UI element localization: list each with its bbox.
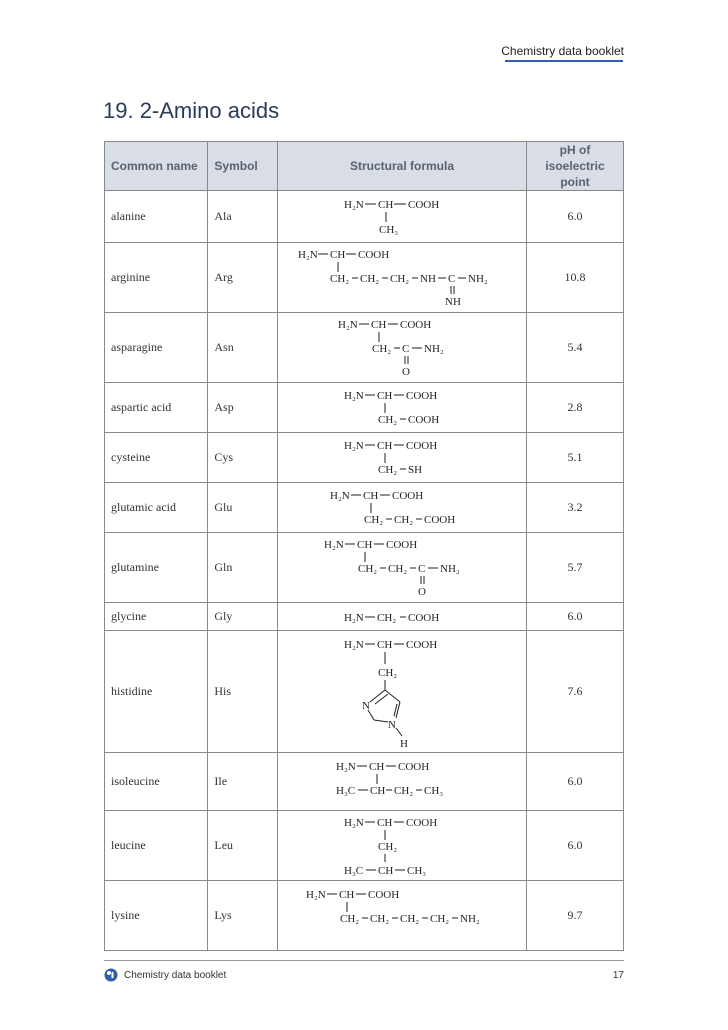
svg-text:CH: CH xyxy=(377,439,393,452)
svg-text:COOH: COOH xyxy=(408,198,440,211)
amino-acid-symbol: Ile xyxy=(208,753,278,811)
svg-text:COOH: COOH xyxy=(386,538,418,551)
amino-acid-symbol: Arg xyxy=(208,243,278,313)
histidine-structure xyxy=(284,632,520,752)
amino-acid-symbol: Cys xyxy=(208,433,278,483)
structural-formula-histidine xyxy=(278,631,527,753)
lysine-structure xyxy=(284,882,520,950)
svg-text:CH₂: CH₂ xyxy=(394,513,414,526)
amino-acid-symbol: Ala xyxy=(208,191,278,243)
svg-text:COOH: COOH xyxy=(408,413,440,426)
svg-text:CH: CH xyxy=(378,864,394,877)
isoelectric-ph: 5.1 xyxy=(527,433,624,483)
isoelectric-ph: 6.0 xyxy=(527,603,624,631)
column-header-common-name: Common name xyxy=(105,142,208,191)
column-header-structural-formula: Structural formula xyxy=(278,142,527,191)
svg-text:CH: CH xyxy=(370,784,386,797)
svg-text:CH: CH xyxy=(371,318,387,331)
svg-text:COOH: COOH xyxy=(358,248,390,261)
svg-text:H₂N: H₂N xyxy=(344,389,364,402)
svg-text:CH: CH xyxy=(339,888,355,901)
svg-text:H₂N: H₂N xyxy=(344,439,364,452)
structural-formula-lysine xyxy=(278,881,527,951)
table-row xyxy=(105,433,624,483)
svg-text:NH: NH xyxy=(445,295,461,308)
table-row xyxy=(105,191,624,243)
amino-acid-name: isoleucine xyxy=(105,753,208,811)
svg-text:CH₃: CH₃ xyxy=(424,784,444,797)
table-row xyxy=(105,483,624,533)
amino-acid-symbol: Leu xyxy=(208,811,278,881)
structural-formula-aspartic-acid xyxy=(278,383,527,433)
column-header-symbol: Symbol xyxy=(208,142,278,191)
svg-text:CH₂: CH₂ xyxy=(360,272,380,285)
svg-text:CH₃: CH₃ xyxy=(407,864,427,877)
svg-text:C: C xyxy=(402,342,410,355)
structural-formula-asparagine xyxy=(278,313,527,383)
aspartic-acid-structure xyxy=(284,384,520,432)
svg-text:COOH: COOH xyxy=(406,816,438,829)
svg-text:CH₂: CH₂ xyxy=(377,611,397,624)
amino-acid-symbol: Asn xyxy=(208,313,278,383)
amino-acid-name: leucine xyxy=(105,811,208,881)
svg-text:NH₂: NH₂ xyxy=(460,912,480,925)
svg-text:N: N xyxy=(362,699,370,712)
structural-formula-isoleucine xyxy=(278,753,527,811)
svg-text:CH: CH xyxy=(357,538,373,551)
svg-text:COOH: COOH xyxy=(406,638,438,651)
svg-text:CH: CH xyxy=(378,198,394,211)
isoelectric-ph: 6.0 xyxy=(527,811,624,881)
asparagine-structure xyxy=(284,314,520,382)
leucine-structure xyxy=(284,812,520,880)
amino-acid-symbol: Asp xyxy=(208,383,278,433)
svg-text:H₂N: H₂N xyxy=(344,816,364,829)
structural-formula-glycine xyxy=(278,603,527,631)
svg-text:SH: SH xyxy=(408,463,423,476)
table-row xyxy=(105,753,624,811)
svg-text:COOH: COOH xyxy=(406,439,438,452)
svg-text:COOH: COOH xyxy=(408,611,440,624)
svg-text:CH: CH xyxy=(330,248,346,261)
svg-text:COOH: COOH xyxy=(392,489,424,502)
alanine-structure xyxy=(284,192,520,242)
table-row xyxy=(105,313,624,383)
svg-text:NH₂: NH₂ xyxy=(468,272,488,285)
structural-formula-leucine xyxy=(278,811,527,881)
svg-text:COOH: COOH xyxy=(406,389,438,402)
arginine-structure xyxy=(284,244,520,312)
glutamic-acid-structure xyxy=(284,484,520,532)
footer-rule xyxy=(104,960,624,961)
svg-text:CH₂: CH₂ xyxy=(370,912,390,925)
amino-acid-name: alanine xyxy=(105,191,208,243)
table-header-row xyxy=(105,142,624,191)
isoelectric-ph: 5.7 xyxy=(527,533,624,603)
svg-text:NH: NH xyxy=(420,272,436,285)
svg-text:COOH: COOH xyxy=(424,513,456,526)
svg-text:O: O xyxy=(402,365,410,378)
svg-text:H₃C: H₃C xyxy=(336,784,356,797)
amino-acid-name: glutamic acid xyxy=(105,483,208,533)
cysteine-structure xyxy=(284,434,520,482)
amino-acid-name: aspartic acid xyxy=(105,383,208,433)
svg-text:H₂N: H₂N xyxy=(330,489,350,502)
svg-text:H₂N: H₂N xyxy=(298,248,318,261)
svg-text:H₂N: H₂N xyxy=(344,198,364,211)
svg-text:CH: CH xyxy=(377,638,393,651)
amino-acid-name: histidine xyxy=(105,631,208,753)
isoelectric-ph: 9.7 xyxy=(527,881,624,951)
svg-text:NH₂: NH₂ xyxy=(440,562,460,575)
svg-text:CH₂: CH₂ xyxy=(340,912,360,925)
amino-acid-symbol: Gly xyxy=(208,603,278,631)
header-rule xyxy=(505,60,623,62)
amino-acid-symbol: Lys xyxy=(208,881,278,951)
isoelectric-ph: 7.6 xyxy=(527,631,624,753)
structural-formula-arginine xyxy=(278,243,527,313)
svg-text:H₂N: H₂N xyxy=(344,611,364,624)
table-row xyxy=(105,603,624,631)
column-header-ph-isoelectric: pH of isoelectric point xyxy=(527,142,624,191)
structural-formula-alanine xyxy=(278,191,527,243)
page-title: 19. 2-Amino acids xyxy=(103,98,280,123)
amino-acid-name: asparagine xyxy=(105,313,208,383)
svg-text:H₂N: H₂N xyxy=(344,638,364,651)
amino-acid-symbol: Gln xyxy=(208,533,278,603)
footer-booklet-label: Chemistry data booklet xyxy=(124,970,227,981)
svg-text:COOH: COOH xyxy=(400,318,432,331)
amino-acid-symbol: His xyxy=(208,631,278,753)
table-row xyxy=(105,811,624,881)
isoelectric-ph: 2.8 xyxy=(527,383,624,433)
header-booklet-label: Chemistry data booklet xyxy=(501,44,624,58)
svg-text:CH₂: CH₂ xyxy=(358,562,378,575)
amino-acid-symbol: Glu xyxy=(208,483,278,533)
svg-text:CH₂: CH₂ xyxy=(378,413,398,426)
isoelectric-ph: 10.8 xyxy=(527,243,624,313)
isoelectric-ph: 6.0 xyxy=(527,191,624,243)
structural-formula-cysteine xyxy=(278,433,527,483)
svg-text:C: C xyxy=(418,562,426,575)
svg-text:CH: CH xyxy=(377,389,393,402)
svg-text:CH: CH xyxy=(363,489,379,502)
amino-acids-table xyxy=(104,141,624,951)
isoleucine-structure xyxy=(284,754,520,810)
page-number: 17 xyxy=(612,970,624,981)
table-row xyxy=(105,881,624,951)
glycine-structure xyxy=(284,604,520,630)
svg-text:CH₂: CH₂ xyxy=(394,784,414,797)
svg-text:CH₂: CH₂ xyxy=(430,912,450,925)
svg-text:H₃C: H₃C xyxy=(344,864,364,877)
amino-acid-name: glycine xyxy=(105,603,208,631)
ib-logo-icon xyxy=(104,968,118,982)
structural-formula-glutamic-acid xyxy=(278,483,527,533)
svg-text:C: C xyxy=(448,272,456,285)
svg-text:CH₂: CH₂ xyxy=(390,272,410,285)
svg-text:CH₂: CH₂ xyxy=(330,272,350,285)
svg-text:H₂N: H₂N xyxy=(336,760,356,773)
svg-text:H₂N: H₂N xyxy=(338,318,358,331)
svg-text:CH₂: CH₂ xyxy=(378,666,398,679)
amino-acid-name: glutamine xyxy=(105,533,208,603)
isoelectric-ph: 6.0 xyxy=(527,753,624,811)
table-row xyxy=(105,533,624,603)
amino-acid-name: cysteine xyxy=(105,433,208,483)
svg-text:COOH: COOH xyxy=(368,888,400,901)
table-row xyxy=(105,243,624,313)
svg-text:H: H xyxy=(400,737,408,750)
svg-text:N: N xyxy=(388,718,396,731)
svg-text:CH₂: CH₂ xyxy=(364,513,384,526)
svg-text:COOH: COOH xyxy=(398,760,430,773)
isoelectric-ph: 5.4 xyxy=(527,313,624,383)
svg-text:CH₂: CH₂ xyxy=(388,562,408,575)
svg-text:O: O xyxy=(418,585,426,598)
svg-text:CH₂: CH₂ xyxy=(378,463,398,476)
svg-text:CH₂: CH₂ xyxy=(400,912,420,925)
svg-text:H₂N: H₂N xyxy=(306,888,326,901)
svg-text:CH₃: CH₃ xyxy=(379,223,399,236)
svg-text:CH₂: CH₂ xyxy=(378,840,398,853)
svg-text:NH₂: NH₂ xyxy=(424,342,444,355)
amino-acid-name: arginine xyxy=(105,243,208,313)
glutamine-structure xyxy=(284,534,520,602)
structural-formula-glutamine xyxy=(278,533,527,603)
isoelectric-ph: 3.2 xyxy=(527,483,624,533)
svg-text:CH: CH xyxy=(369,760,385,773)
svg-text:H₂N: H₂N xyxy=(324,538,344,551)
table-row xyxy=(105,631,624,753)
svg-text:CH: CH xyxy=(377,816,393,829)
amino-acid-name: lysine xyxy=(105,881,208,951)
table-row xyxy=(105,383,624,433)
svg-text:CH₂: CH₂ xyxy=(372,342,392,355)
